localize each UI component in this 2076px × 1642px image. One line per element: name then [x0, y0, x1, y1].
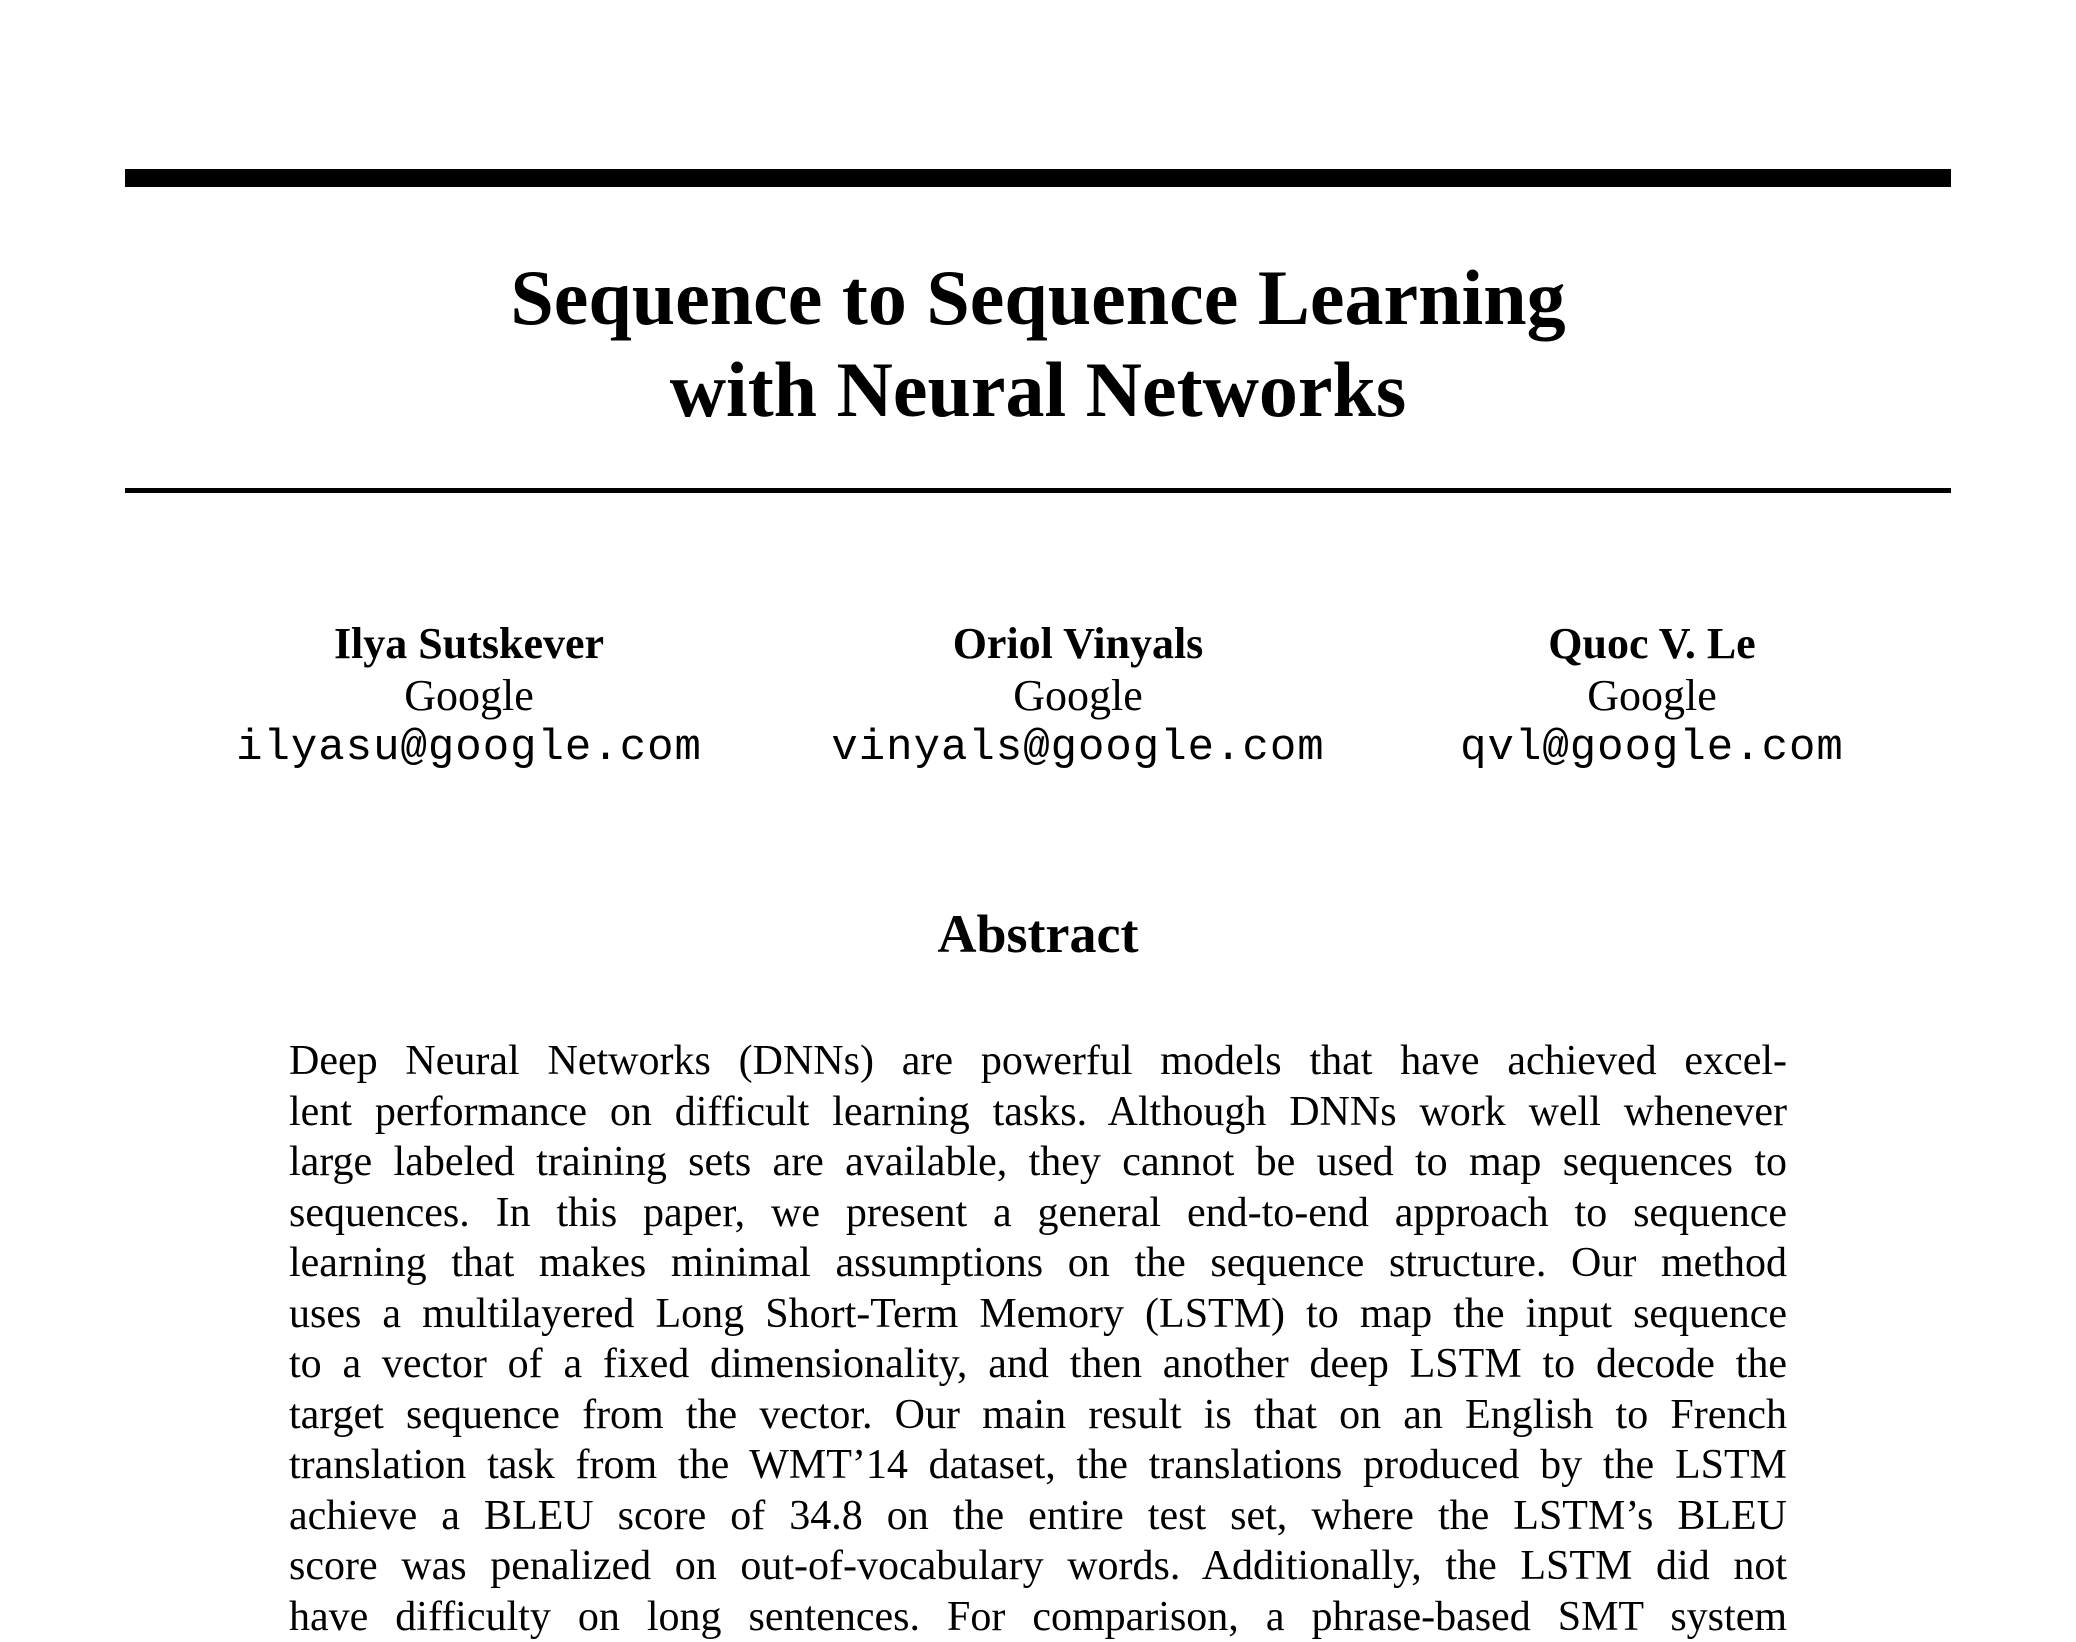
author-email: vinyals@google.com	[798, 722, 1358, 774]
author-affiliation: Google	[798, 670, 1358, 722]
abstract-line: sequences. In this paper, we present a general end-to-end approach to sequence	[289, 1188, 1787, 1239]
author-affiliation: Google	[1372, 670, 1932, 722]
abstract-line: to a vector of a fixed dimensionality, and then another deep LSTM to decode the	[289, 1339, 1787, 1390]
abstract-line: translation task from the WMT’14 dataset, the translations produced by the LSTM	[289, 1440, 1787, 1491]
abstract-line: learning that makes minimal assumptions on the sequence structure. Our method	[289, 1238, 1787, 1289]
abstract-line: target sequence from the vector. Our main result is that on an English to French	[289, 1390, 1787, 1441]
author-email: qvl@google.com	[1372, 722, 1932, 774]
title-top-rule	[125, 169, 1951, 187]
author-oriol-vinyals	[798, 618, 1358, 774]
abstract-line: Deep Neural Networks (DNNs) are powerful models that have achieved excel-	[289, 1036, 1787, 1087]
abstract-line: have difficulty on long sentences. For comparison, a phrase-based SMT system	[289, 1592, 1787, 1642]
author-email: ilyasu@google.com	[189, 722, 749, 774]
author-quoc-le	[1372, 618, 1932, 774]
author-ilya-sutskever	[189, 618, 749, 774]
abstract-line: large labeled training sets are available, they cannot be used to map sequences to	[289, 1137, 1787, 1188]
title-bottom-rule	[125, 488, 1951, 493]
author-affiliation: Google	[189, 670, 749, 722]
author-name: Ilya Sutskever	[189, 618, 749, 670]
author-block	[0, 618, 2076, 778]
abstract-line: uses a multilayered Long Short-Term Memory (LSTM) to map the input sequence	[289, 1289, 1787, 1340]
paper-title-line-1: Sequence to Sequence Learning	[125, 252, 1951, 344]
author-name: Quoc V. Le	[1372, 618, 1932, 670]
paper-title	[125, 252, 1951, 436]
abstract-line: achieve a BLEU score of 34.8 on the entire test set, where the LSTM’s BLEU	[289, 1491, 1787, 1542]
author-name: Oriol Vinyals	[798, 618, 1358, 670]
abstract-line: lent performance on difficult learning tasks. Although DNNs work well whenever	[289, 1087, 1787, 1138]
abstract-heading: Abstract	[0, 904, 2076, 964]
abstract-body	[289, 1036, 1787, 1642]
abstract-line: score was penalized on out-of-vocabulary words. Additionally, the LSTM did not	[289, 1541, 1787, 1592]
paper-title-line-2: with Neural Networks	[125, 344, 1951, 436]
